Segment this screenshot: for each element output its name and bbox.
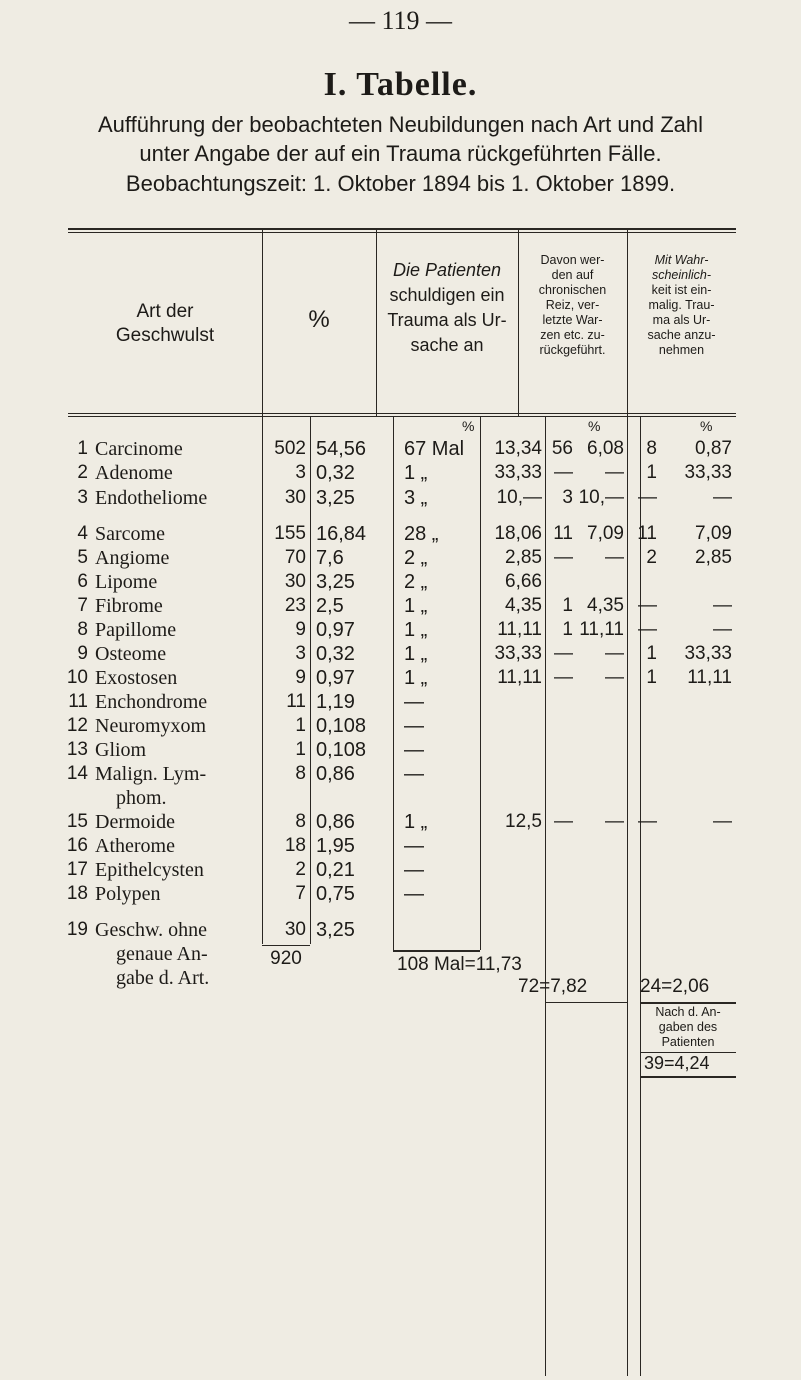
row-wahr-percent: — xyxy=(713,811,732,832)
header-art: Art der Geschwulst xyxy=(115,301,215,346)
row-wahr-count: 8 xyxy=(646,438,657,459)
row-wahr-percent: 11,11 xyxy=(687,667,732,688)
row-wahr-count: 1 xyxy=(646,643,657,664)
row-number: 5 xyxy=(77,547,88,568)
row-count: 3 xyxy=(295,643,306,664)
row-wahr-percent: — xyxy=(713,487,732,508)
row-percent: 7,6 xyxy=(316,547,344,569)
row-davon-count: 11 xyxy=(553,523,573,544)
row-trauma-cases: 1 „ xyxy=(404,595,428,617)
subtitle-line-3: Beobachtungszeit: 1. Oktober 1894 bis 1. Oktober 1899. xyxy=(125,171,676,196)
row-percent: 0,86 xyxy=(316,811,355,833)
row-davon-count: — xyxy=(554,811,573,832)
row-wahr-count: 1 xyxy=(646,462,657,483)
table-row xyxy=(0,486,801,510)
page-number: — 119 — xyxy=(348,6,453,35)
tumor-name-continued: phom. xyxy=(116,787,167,809)
row-trauma-percent: 11,11 xyxy=(497,667,542,688)
table-row xyxy=(0,834,801,858)
row-number: 13 xyxy=(66,739,88,760)
table-row xyxy=(0,810,801,834)
tumor-name: Adenome xyxy=(95,462,173,484)
row-number: 6 xyxy=(77,571,88,592)
row-percent: 0,21 xyxy=(316,859,355,881)
row-trauma-percent: 4,35 xyxy=(505,595,542,616)
header-trauma: Die Patienten schuldigen ein Trauma als Ur- sache an xyxy=(387,260,507,355)
tumor-name: Neuromyxom xyxy=(95,715,207,737)
row-percent: 1,95 xyxy=(316,835,355,857)
row-number: 8 xyxy=(77,619,88,640)
row-wahr-percent: 0,87 xyxy=(695,438,732,459)
note-total: 39=4,24 xyxy=(644,1053,710,1073)
header-pct: % xyxy=(308,306,330,333)
row-trauma-cases: — xyxy=(404,835,424,857)
row-count: 30 xyxy=(284,487,306,508)
row-count: 9 xyxy=(295,667,306,688)
row-wahr-count: 2 xyxy=(646,547,657,568)
row-number: 19 xyxy=(66,919,88,940)
row-trauma-cases: 2 „ xyxy=(404,547,428,569)
table-row xyxy=(0,522,801,546)
row-davon-percent: — xyxy=(605,667,624,688)
table-row xyxy=(0,666,801,690)
row-count: 30 xyxy=(284,571,306,592)
row-number: 7 xyxy=(77,595,88,616)
row-number: 17 xyxy=(66,859,88,880)
header-davon: Davon wer- den auf chronischen Reiz, ver- letzte War- zen etc. zu- rückgeführt. xyxy=(538,253,607,357)
row-percent: 3,25 xyxy=(316,919,355,941)
table-row xyxy=(0,437,801,461)
tumor-name: Geschw. ohne xyxy=(95,919,208,941)
total-wahr: 24=2,06 xyxy=(640,976,710,997)
row-trauma-cases: 28 „ xyxy=(404,523,439,545)
row-trauma-cases: 67 Mal xyxy=(404,438,465,460)
pct-sign-wahr: % xyxy=(700,418,713,434)
trauma-total-rule xyxy=(393,950,480,952)
row-trauma-cases: 1 „ xyxy=(404,462,428,484)
row-davon-count: 56 xyxy=(551,438,573,459)
row-wahr-count: 11 xyxy=(637,523,657,544)
header-wahr: Mit Wahr- scheinlich- keit ist ein- malig. Trau- ma als Ur- sache anzu- nehmen xyxy=(647,253,716,357)
row-davon-percent: 11,11 xyxy=(579,619,624,640)
row-wahr-count: — xyxy=(638,487,657,508)
row-count: 18 xyxy=(284,835,306,856)
tumor-name: Gliom xyxy=(95,739,147,761)
row-percent: 1,19 xyxy=(316,691,355,713)
row-wahr-percent: 33,33 xyxy=(684,462,732,483)
row-count: 30 xyxy=(284,919,306,940)
tumor-name-continued: genaue An- xyxy=(116,943,208,965)
row-davon-percent: — xyxy=(605,547,624,568)
row-trauma-cases: — xyxy=(404,859,424,881)
table-top-rule-thin xyxy=(68,232,736,233)
row-davon-count: — xyxy=(554,643,573,664)
row-trauma-cases: — xyxy=(404,691,424,713)
row-trauma-cases: 1 „ xyxy=(404,643,428,665)
row-trauma-cases: 1 „ xyxy=(404,619,428,641)
row-trauma-cases: — xyxy=(404,739,424,761)
row-trauma-cases: 2 „ xyxy=(404,571,428,593)
table-row xyxy=(0,570,801,594)
tumor-name: Exostosen xyxy=(95,667,178,689)
row-number: 10 xyxy=(66,667,88,688)
row-wahr-percent: — xyxy=(713,619,732,640)
row-percent: 3,25 xyxy=(316,571,355,593)
row-trauma-percent: 13,34 xyxy=(494,438,542,459)
row-count: 502 xyxy=(274,438,306,459)
tumor-name: Dermoide xyxy=(95,811,175,833)
row-number: 4 xyxy=(77,523,88,544)
table-row xyxy=(0,594,801,618)
pct-sign-trauma: % xyxy=(462,418,475,434)
row-number: 3 xyxy=(77,487,88,508)
row-wahr-percent: 7,09 xyxy=(695,523,732,544)
row-count: 23 xyxy=(284,595,306,616)
table-row xyxy=(0,762,801,809)
row-wahr-count: 1 xyxy=(646,667,657,688)
tumor-name: Epithelcysten xyxy=(95,859,204,881)
row-count: 11 xyxy=(286,691,306,712)
row-count: 8 xyxy=(295,763,306,784)
row-percent: 0,32 xyxy=(316,462,355,484)
row-davon-count: — xyxy=(554,547,573,568)
row-davon-count: 1 xyxy=(562,595,573,616)
table-row xyxy=(0,858,801,882)
row-count: 7 xyxy=(295,883,306,904)
row-count: 3 xyxy=(295,462,306,483)
row-number: 1 xyxy=(77,438,88,459)
table-row xyxy=(0,461,801,485)
header-bottom-rule-2 xyxy=(68,416,736,417)
table-top-rule xyxy=(68,228,736,230)
row-trauma-percent: 18,06 xyxy=(494,523,542,544)
subtitle-line-1: Aufführung der beobachteten Neubildungen nach Art und Zahl xyxy=(97,112,704,137)
row-count: 8 xyxy=(295,811,306,832)
row-number: 11 xyxy=(68,691,88,712)
row-trauma-cases: 3 „ xyxy=(404,487,428,509)
row-percent: 0,97 xyxy=(316,619,355,641)
tumor-name: Angiome xyxy=(95,547,170,569)
row-number: 2 xyxy=(77,462,88,483)
count-total-rule xyxy=(262,945,310,946)
row-davon-percent: 6,08 xyxy=(587,438,624,459)
tumor-name: Polypen xyxy=(95,883,161,905)
row-davon-percent: — xyxy=(605,811,624,832)
row-davon-percent: 10,— xyxy=(578,487,624,508)
row-davon-percent: — xyxy=(605,462,624,483)
row-number: 12 xyxy=(66,715,88,736)
row-trauma-percent: 6,66 xyxy=(505,571,542,592)
row-count: 70 xyxy=(284,547,306,568)
row-trauma-percent: 12,5 xyxy=(505,811,542,832)
row-trauma-cases: — xyxy=(404,883,424,905)
tumor-name: Atherome xyxy=(95,835,175,857)
table-row xyxy=(0,546,801,570)
tumor-name: Malign. Lym- xyxy=(95,763,207,785)
table-row xyxy=(0,618,801,642)
row-count: 1 xyxy=(295,715,306,736)
row-trauma-cases: 1 „ xyxy=(404,667,428,689)
row-number: 18 xyxy=(66,883,88,904)
table-row xyxy=(0,642,801,666)
row-davon-count: — xyxy=(554,462,573,483)
total-trauma: 108 Mal=11,73 xyxy=(397,954,522,975)
row-percent: 3,25 xyxy=(316,487,355,509)
patient-note: Nach d. An- gaben des Patienten xyxy=(655,1005,721,1049)
tumor-name: Endotheliome xyxy=(95,487,208,509)
tumor-name-continued: gabe d. Art. xyxy=(116,967,210,989)
table-row xyxy=(0,714,801,738)
row-count: 1 xyxy=(295,739,306,760)
tumor-name: Osteome xyxy=(95,643,167,665)
row-percent: 16,84 xyxy=(316,523,367,545)
table-row xyxy=(0,690,801,714)
row-trauma-percent: 10,— xyxy=(496,487,542,508)
davon-total-rule xyxy=(545,1002,627,1003)
tumor-name: Carcinome xyxy=(95,438,183,460)
tumor-name: Papillome xyxy=(95,619,177,641)
tumor-name: Lipome xyxy=(95,571,158,593)
note-total-rule xyxy=(640,1076,736,1078)
row-wahr-percent: 33,33 xyxy=(684,643,732,664)
row-trauma-percent: 33,33 xyxy=(494,643,542,664)
row-number: 14 xyxy=(66,763,88,784)
row-trauma-cases: — xyxy=(404,715,424,737)
row-number: 16 xyxy=(66,835,88,856)
table-row xyxy=(0,738,801,762)
row-davon-count: 3 xyxy=(562,487,573,508)
row-trauma-cases: 1 „ xyxy=(404,811,428,833)
total-davon: 72=7,82 xyxy=(518,976,588,997)
subtitle-line-2: unter Angabe der auf ein Trauma rückgeführten Fälle. xyxy=(139,141,662,166)
row-wahr-percent: 2,85 xyxy=(695,547,732,568)
row-percent: 2,5 xyxy=(316,595,344,617)
total-count: 920 xyxy=(270,948,302,969)
row-count: 9 xyxy=(295,619,306,640)
header-bottom-rule xyxy=(68,413,736,414)
row-percent: 54,56 xyxy=(316,438,367,460)
row-percent: 0,108 xyxy=(316,715,367,737)
row-davon-percent: 7,09 xyxy=(587,523,624,544)
row-davon-count: 1 xyxy=(562,619,573,640)
tumor-name: Enchondrome xyxy=(95,691,208,713)
tumor-name: Fibrome xyxy=(95,595,163,617)
table-row xyxy=(0,882,801,906)
row-davon-count: — xyxy=(554,667,573,688)
row-percent: 0,97 xyxy=(316,667,355,689)
row-wahr-count: — xyxy=(638,811,657,832)
row-number: 9 xyxy=(77,643,88,664)
wahr-total-rule xyxy=(640,1002,736,1004)
row-davon-percent: 4,35 xyxy=(587,595,624,616)
row-wahr-percent: — xyxy=(713,595,732,616)
table-title: I. Tabelle. xyxy=(323,66,478,103)
row-davon-percent: — xyxy=(605,643,624,664)
row-count: 2 xyxy=(295,859,306,880)
row-trauma-percent: 2,85 xyxy=(505,547,542,568)
row-wahr-count: — xyxy=(638,619,657,640)
row-percent: 0,108 xyxy=(316,739,367,761)
row-trauma-cases: — xyxy=(404,763,424,785)
row-trauma-percent: 33,33 xyxy=(494,462,542,483)
row-percent: 0,32 xyxy=(316,643,355,665)
row-number: 15 xyxy=(66,811,88,832)
pct-sign-davon: % xyxy=(588,418,601,434)
row-wahr-count: — xyxy=(638,595,657,616)
row-trauma-percent: 11,11 xyxy=(497,619,542,640)
row-percent: 0,86 xyxy=(316,763,355,785)
row-count: 155 xyxy=(274,523,306,544)
row-percent: 0,75 xyxy=(316,883,355,905)
tumor-name: Sarcome xyxy=(95,523,165,545)
